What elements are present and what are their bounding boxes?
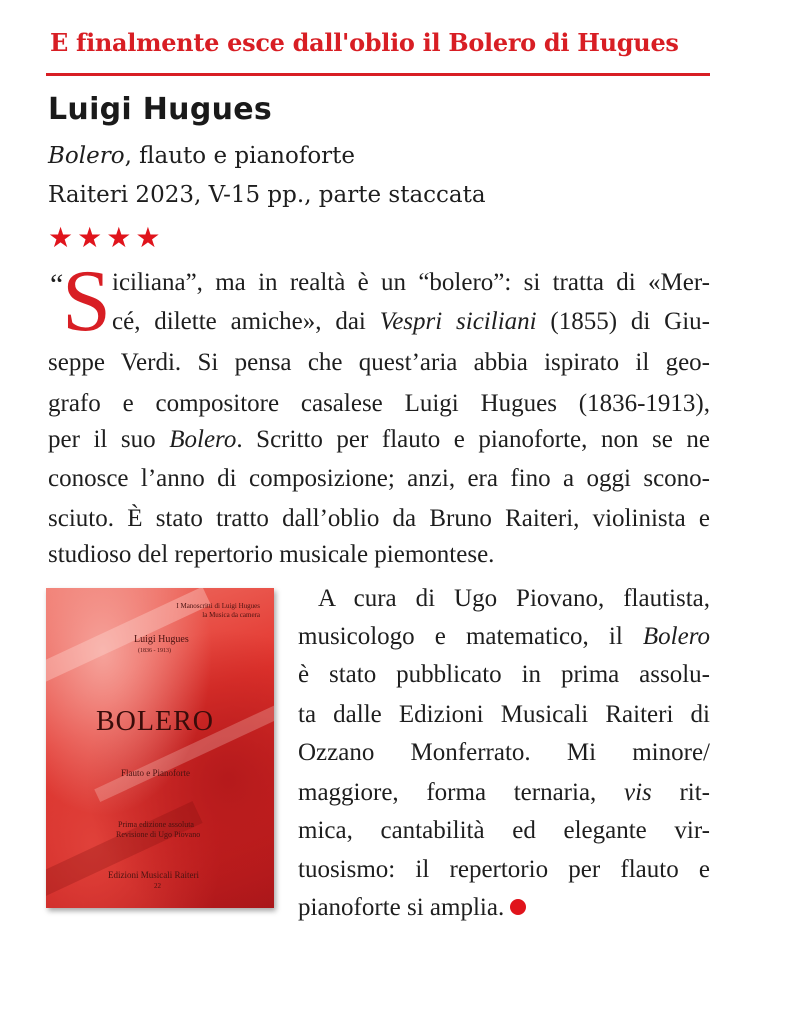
review-publication: Raiteri 2023, V-15 pp., parte staccata — [48, 182, 486, 208]
body-line: maggiore, forma ternaria, vis rit- — [298, 779, 710, 806]
body-line: Ozzano Monferrato. Mi minore/ — [298, 739, 710, 766]
body-line: per il suo Bolero. Scritto per flauto e pianoforte, non se ne — [48, 426, 710, 453]
body-line: mica, cantabilità ed elegante vir- — [298, 817, 710, 844]
star-icon: ★ — [77, 221, 103, 254]
drop-cap: S — [62, 253, 111, 350]
body-line: sciuto. È stato tratto dall’oblio da Bruno Raiteri, violinista e — [48, 505, 710, 532]
headline-rule — [46, 73, 710, 76]
cover-subtitle: Flauto e Pianoforte — [121, 768, 190, 778]
body-line: studioso del repertorio musicale piemontese. — [48, 541, 495, 568]
end-mark-icon — [510, 899, 526, 915]
cover-years: (1836 - 1913) — [138, 648, 171, 654]
cover-title: BOLERO — [96, 706, 214, 737]
work-title: Bolero — [48, 143, 125, 169]
body-line: tuosismo: il repertorio per flauto e — [298, 856, 710, 883]
cover-publisher: Edizioni Musicali Raiteri — [108, 870, 199, 880]
work-instrumentation: , flauto e pianoforte — [124, 143, 356, 169]
body-line: seppe Verdi. Si pensa che quest’aria abbia ispirato il geo- — [48, 349, 710, 376]
headline: E finalmente esce dall'oblio il Bolero di Hugues — [50, 28, 679, 57]
star-rating — [48, 221, 161, 254]
review-author: Luigi Hugues — [48, 92, 273, 127]
body-line: cé, dilette amiche», dai Vespri siciliani (1855) di Giu- — [112, 308, 710, 335]
review-work-line — [48, 143, 355, 169]
cover-editor: Revisione di Ugo Piovano — [116, 830, 201, 839]
body-line: iciliana”, ma in realtà è un “bolero”: si tratta di «Mer- — [112, 269, 710, 296]
body-line: musicologo e matematico, il Bolero — [298, 623, 710, 650]
star-icon: ★ — [106, 221, 132, 254]
cover-author: Luigi Hugues — [134, 634, 189, 645]
book-cover-image — [46, 588, 274, 908]
body-line: pianoforte si amplia. — [298, 893, 598, 923]
star-icon: ★ — [48, 221, 74, 254]
star-icon: ★ — [135, 221, 161, 254]
cover-edition: Prima edizione assoluta — [118, 820, 194, 829]
opening-quote: “ — [50, 268, 64, 301]
body-line: ta dalle Edizioni Musicali Raiteri di — [298, 701, 710, 728]
body-line: grafo e compositore casalese Luigi Hugues (1836-1913), — [48, 390, 710, 417]
cover-number: 22 — [154, 882, 161, 890]
body-line: A cura di Ugo Piovano, flautista, — [318, 585, 710, 612]
body-line: conosce l’anno di composizione; anzi, era fino a oggi scono- — [48, 465, 710, 492]
cover-series: I Manoscritti di Luigi Hugues la Musica da camera — [176, 602, 260, 619]
body-line: è stato pubblicato in prima assolu- — [298, 661, 710, 688]
